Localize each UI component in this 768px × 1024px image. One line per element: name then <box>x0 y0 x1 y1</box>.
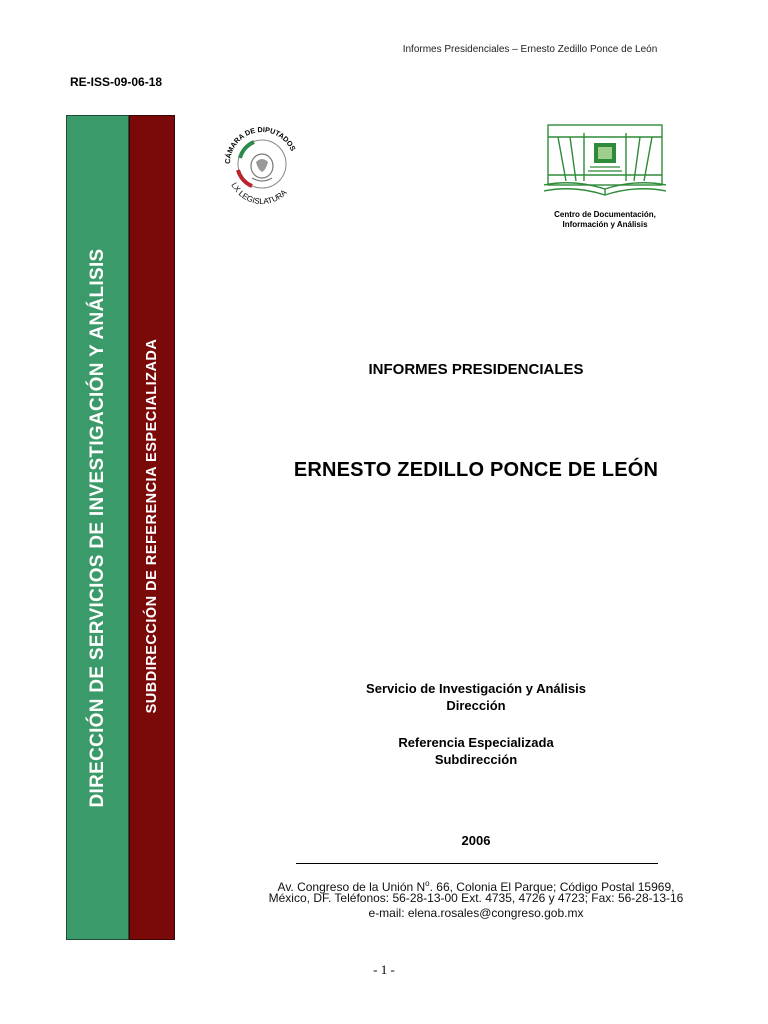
cedia-name <box>540 210 670 230</box>
running-header: Informes Presidenciales – Ernesto Zedillo Ponce de León <box>402 44 658 55</box>
red-side-band <box>129 115 175 940</box>
address-part-a: Av. Congreso de la Unión N <box>277 880 426 894</box>
green-side-band <box>66 115 129 940</box>
year: 2006 <box>461 833 491 848</box>
cedia-building-logo <box>544 123 666 197</box>
cedia-name-line2: Información y Análisis <box>562 220 648 229</box>
document-id: RE-ISS-09-06-18 <box>70 75 163 89</box>
service-block <box>176 680 768 714</box>
address-line-2: México, DF. Teléfonos: 56-28-13-00 Ext. 4735, 4726 y 4723; Fax: 56-28-13-16 <box>268 891 684 905</box>
section-title: INFORMES PRESIDENCIALES <box>368 361 584 378</box>
cedia-name-line1: Centro de Documentación, <box>554 210 656 219</box>
page-number: - 1 - <box>373 962 395 977</box>
service-line: Servicio de Investigación y Análisis <box>366 681 586 696</box>
service-direction: Dirección <box>446 698 506 713</box>
reference-line: Referencia Especializada <box>398 735 554 750</box>
reference-block <box>176 734 768 768</box>
seal-top-text: CÁMARA DE DIPUTADOS <box>222 124 298 165</box>
red-band-text: SUBDIRECCIÓN DE REFERENCIA ESPECIALIZADA <box>144 338 160 714</box>
number-superscript: o <box>425 879 430 888</box>
seal-bottom-text: LX LEGISLATURA <box>229 181 289 207</box>
camara-seal-logo <box>214 112 310 208</box>
svg-text:LX LEGISLATURA <box>229 181 289 206</box>
reference-subdirection: Subdirección <box>434 752 518 767</box>
footer-rule <box>296 863 658 864</box>
main-title: ERNESTO ZEDILLO PONCE DE LEÓN <box>293 459 659 481</box>
address-part-b: . 66, Colonia El Parque; Código Postal 15969, <box>429 880 675 894</box>
contact-email: e-mail: elena.rosales@congreso.gob.mx <box>368 906 584 920</box>
svg-text:CÁMARA DE DIPUTADOS <box>223 125 298 164</box>
green-band-text: DIRECCIÓN DE SERVICIOS DE INVESTIGACIÓN Y ANÁLISIS <box>87 248 108 808</box>
